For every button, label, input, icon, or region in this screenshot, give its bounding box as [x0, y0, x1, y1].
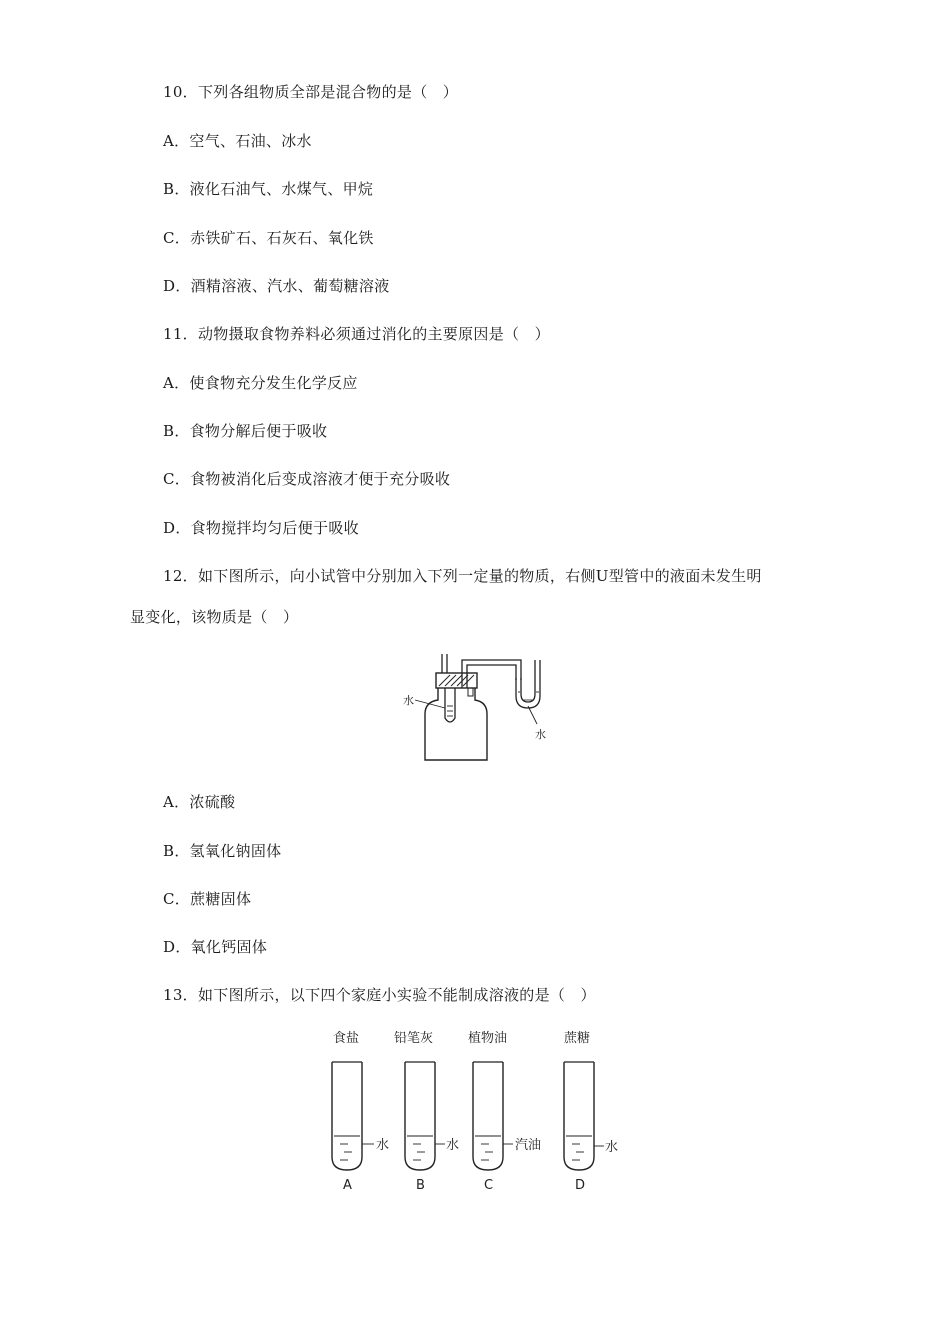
- tube-b-letter: B: [416, 1178, 425, 1193]
- q12-figure-label-right: 水: [535, 728, 546, 741]
- tube-a-solute: 食盐: [333, 1031, 360, 1046]
- q11-stem: 11．动物摄取食物养料必须通过消化的主要原因是（ ）: [163, 325, 550, 343]
- q11-option-b: B．食物分解后便于吸收: [163, 422, 328, 440]
- q12-figure-label-left: 水: [403, 694, 414, 707]
- q12-option-a: A．浓硫酸: [163, 793, 236, 811]
- q12-apparatus-figure: [395, 648, 565, 768]
- tube-b-solute: 铅笔灰: [394, 1031, 434, 1046]
- q12-stem-line2: 显变化，该物质是（ ）: [130, 608, 299, 626]
- tube-a-solvent: 水: [376, 1138, 390, 1153]
- q12-option-d: D．氧化钙固体: [163, 938, 268, 956]
- q11-option-c: C．食物被消化后变成溶液才便于充分吸收: [163, 470, 451, 488]
- q10-option-a: A．空气、石油、冰水: [163, 132, 312, 150]
- test-tube-b: [394, 1031, 459, 1193]
- tube-c-solvent: 汽油: [515, 1138, 542, 1153]
- tube-c-letter: C: [484, 1178, 494, 1193]
- test-tube-c: [468, 1030, 541, 1193]
- q12-option-b: B．氢氧化钠固体: [163, 842, 282, 860]
- tube-a-letter: A: [343, 1178, 352, 1193]
- q13-stem: 13．如下图所示，以下四个家庭小实验不能制成溶液的是（ ）: [163, 986, 596, 1004]
- tube-c-solute: 植物油: [468, 1031, 508, 1046]
- q10-option-d: D．酒精溶液、汽水、葡萄糖溶液: [163, 277, 390, 295]
- test-tube-a: [332, 1030, 389, 1193]
- q12-option-c: C．蔗糖固体: [163, 890, 252, 908]
- test-tube-d: [564, 1030, 618, 1193]
- tube-d-letter: D: [575, 1178, 586, 1193]
- q11-option-a: A．使食物充分发生化学反应: [163, 374, 358, 392]
- q10-stem: 10．下列各组物质全部是混合物的是（ ）: [163, 83, 459, 101]
- q10-option-c: C．赤铁矿石、石灰石、氧化铁: [163, 229, 374, 247]
- tube-b-solvent: 水: [446, 1138, 460, 1153]
- q13-test-tubes-figure: [310, 1022, 630, 1197]
- tube-d-solute: 蔗糖: [564, 1031, 591, 1046]
- q11-option-d: D．食物搅拌均匀后便于吸收: [163, 519, 359, 537]
- q10-option-b: B．液化石油气、水煤气、甲烷: [163, 180, 374, 198]
- q12-stem-line1: 12．如下图所示，向小试管中分别加入下列一定量的物质，右侧U型管中的液面未发生明: [163, 567, 762, 585]
- tube-d-solvent: 水: [605, 1140, 619, 1155]
